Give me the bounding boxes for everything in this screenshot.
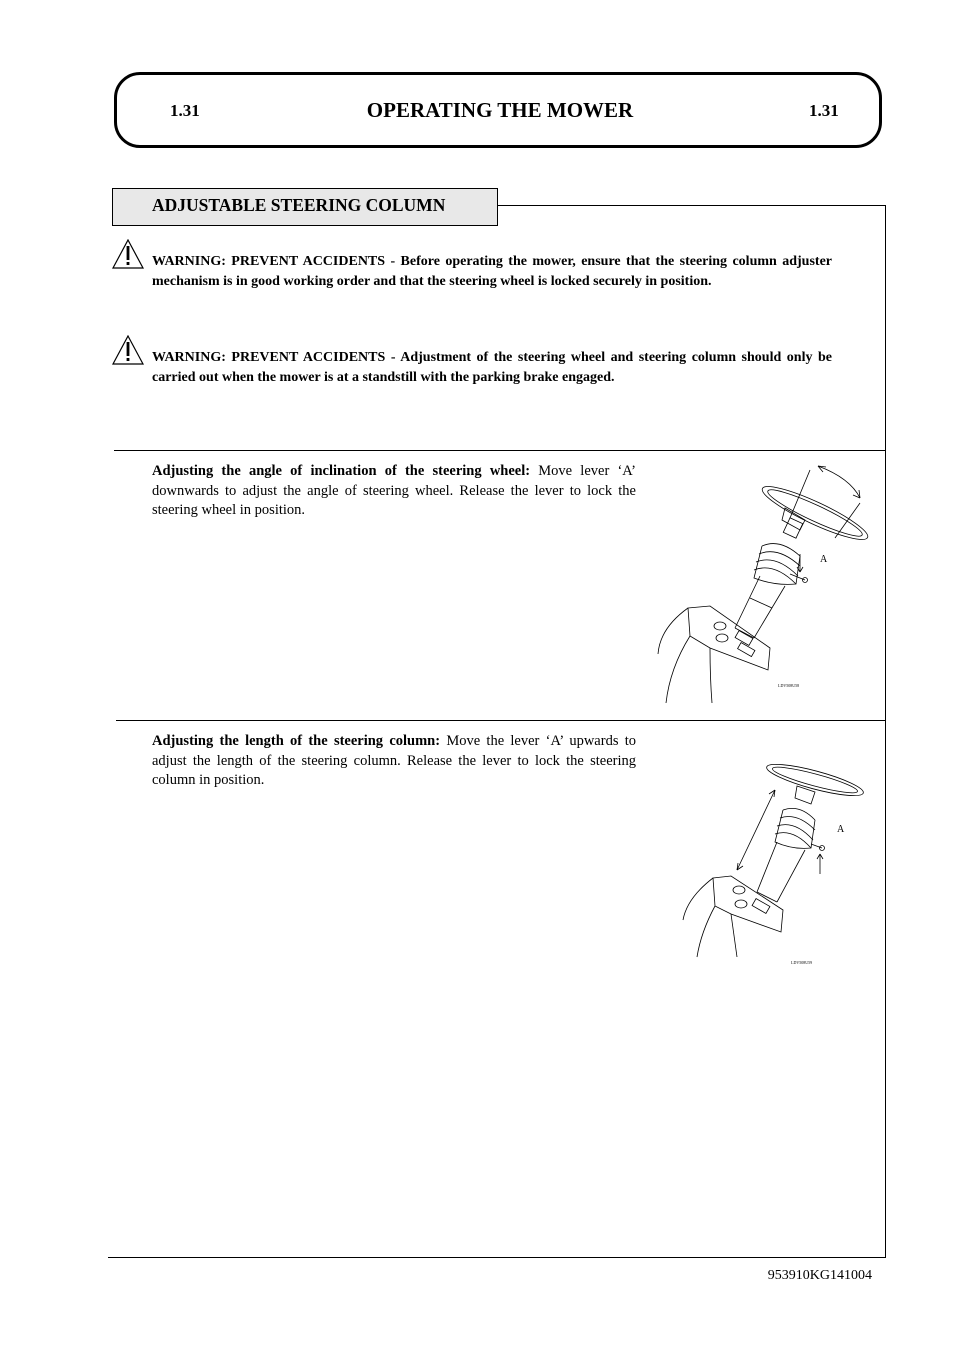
frame-bottom-line — [108, 1257, 886, 1258]
figure-code: LDV508U59 — [791, 960, 813, 965]
figure-code: LDV508U58 — [778, 683, 800, 688]
steering-inclination-figure — [650, 458, 870, 708]
divider-line — [116, 720, 886, 721]
procedure-body: Move lever ‘A’ downwards to adjust the angle of steering wheel. Release the lever to lock the steering wheel in position. — [152, 463, 636, 518]
procedure-body: Move the lever ‘A’ upwards to adjust the length of the steering column. Release the lever to lock the steering column in position. — [152, 733, 636, 788]
figure-label: A — [837, 824, 845, 835]
steering-length-figure — [665, 752, 870, 982]
figure-label: A — [820, 554, 828, 565]
procedure-paragraph — [152, 732, 636, 791]
page-title: OPERATING THE MOWER — [366, 98, 634, 122]
section-number-left: 1.31 — [170, 101, 200, 120]
warning-triangle-icon — [112, 335, 144, 365]
document-reference: 953910KG141004 — [767, 1268, 872, 1283]
frame-right-line — [885, 205, 886, 1258]
procedure-title: Adjusting the angle of inclination of the steering wheel: — [152, 463, 531, 479]
procedure-paragraph — [152, 462, 636, 521]
frame-top-line — [498, 205, 886, 206]
divider-line — [114, 450, 886, 451]
warning-text: WARNING: PREVENT ACCIDENTS - Before operating the mower, ensure that the steering column adjuster mechanism is in good working order and that the steering wheel is locked securely in position. — [152, 254, 832, 289]
warning-triangle-icon — [112, 239, 144, 269]
warning-text: WARNING: PREVENT ACCIDENTS - Adjustment of the steering wheel and steering column should only be carried out when the mower is at a standstill with the parking brake engaged. — [152, 350, 832, 385]
section-number-right: 1.31 — [809, 101, 839, 120]
procedure-title: Adjusting the length of the steering column: — [152, 733, 441, 749]
section-heading: ADJUSTABLE STEERING COLUMN — [112, 188, 498, 226]
